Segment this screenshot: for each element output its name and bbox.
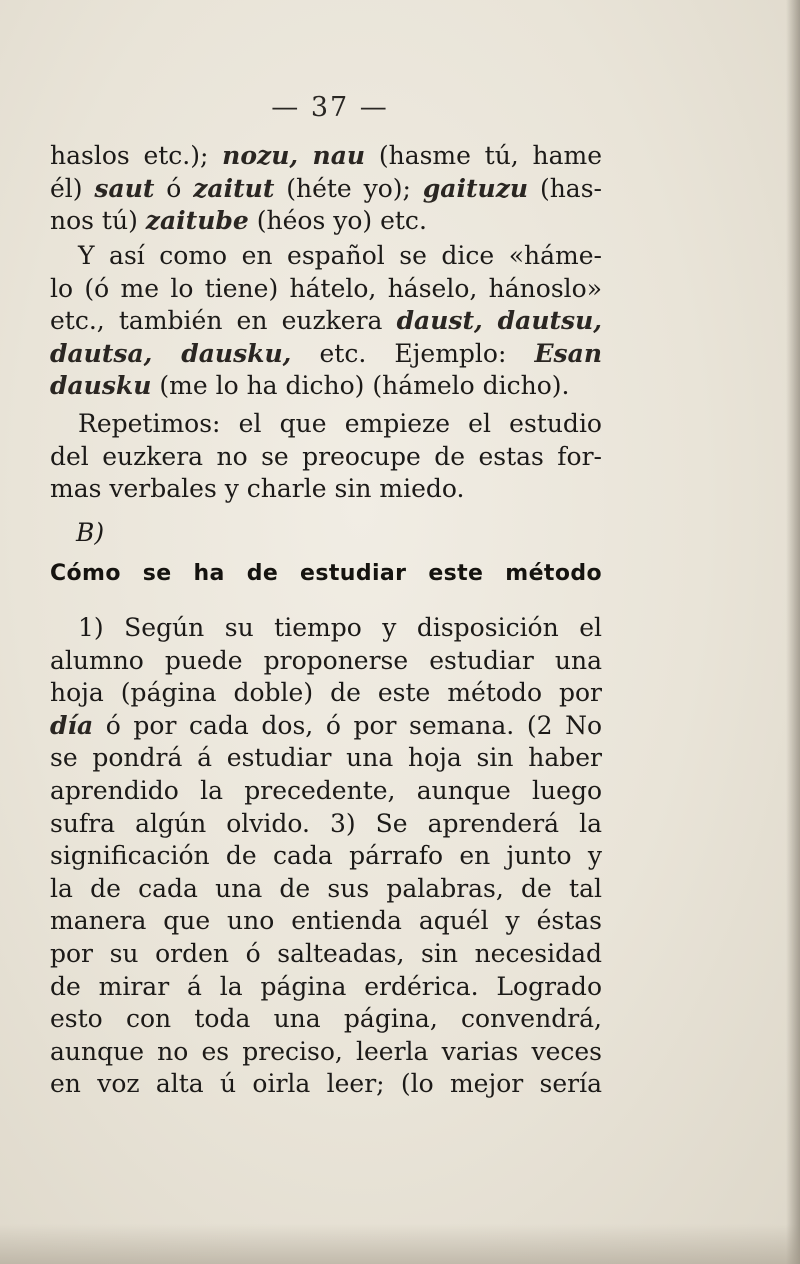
text-line: hoja (página doble) de este método por bbox=[50, 678, 602, 708]
text-line: en voz alta ú oirla leer; (lo mejor sería bbox=[50, 1069, 602, 1099]
text-line: haslos etc.); nozu, nau (hasme tú, hame bbox=[50, 141, 602, 170]
text-line: esto con toda una página, convendrá, bbox=[50, 1004, 602, 1034]
page-bottom-shadow bbox=[0, 1224, 800, 1264]
text-line: Y así como en español se dice «háme- bbox=[78, 241, 602, 270]
section-title: Cómo se ha de estudiar este método bbox=[50, 561, 602, 586]
text-line: se pondrá á estudiar una hoja sin haber bbox=[50, 743, 602, 773]
text-line: mas verbales y charle sin miedo. bbox=[50, 474, 465, 504]
text-line: alumno puede proponerse estudiar una bbox=[50, 645, 602, 675]
text-line: por su orden ó salteadas, sin necesidad bbox=[50, 938, 602, 968]
paragraph-4 bbox=[50, 612, 602, 1101]
section-letter: B) bbox=[76, 518, 105, 547]
text-line: él) saut ó zaitut (héte yo); gaituzu (has- bbox=[50, 173, 602, 203]
text-line: sufra algún olvido. 3) Se aprenderá la bbox=[50, 808, 602, 838]
page-edge-shadow bbox=[786, 0, 800, 1264]
text-line: manera que uno entienda aquél y éstas bbox=[50, 906, 602, 936]
text-line: lo (ó me lo tiene) hátelo, háselo, hánoslo» bbox=[50, 273, 602, 303]
text-line: del euzkera no se preocupe de estas for- bbox=[50, 441, 602, 471]
text-line: significación de cada párrafo en junto y bbox=[50, 841, 602, 871]
text-line: día ó por cada dos, ó por semana. (2 No bbox=[50, 710, 602, 740]
text-line: dausku (me lo ha dicho) (hámelo dicho). bbox=[50, 371, 570, 401]
paragraph-1 bbox=[50, 140, 602, 238]
page-number: — 37 — bbox=[271, 92, 389, 123]
text-line: etc., también en euzkera daust, dautsu, bbox=[50, 306, 603, 336]
text-line: aprendido la precedente, aunque luego bbox=[50, 775, 602, 805]
text-line: nos tú) zaitube (héos yo) etc. bbox=[50, 206, 427, 236]
paragraph-3 bbox=[50, 408, 602, 506]
text-line: 1) Según su tiempo y disposición el bbox=[78, 613, 602, 642]
text-line: dautsa, dausku, etc. Ejemplo: Esan bbox=[50, 338, 603, 368]
paragraph-2 bbox=[50, 240, 602, 403]
text-line: de mirar á la página erdérica. Logrado bbox=[50, 971, 602, 1001]
text-line: Repetimos: el que empieze el estudio bbox=[78, 409, 602, 438]
text-line: la de cada una de sus palabras, de tal bbox=[50, 873, 602, 903]
text-line: aunque no es preciso, leerla varias veces bbox=[50, 1036, 602, 1066]
